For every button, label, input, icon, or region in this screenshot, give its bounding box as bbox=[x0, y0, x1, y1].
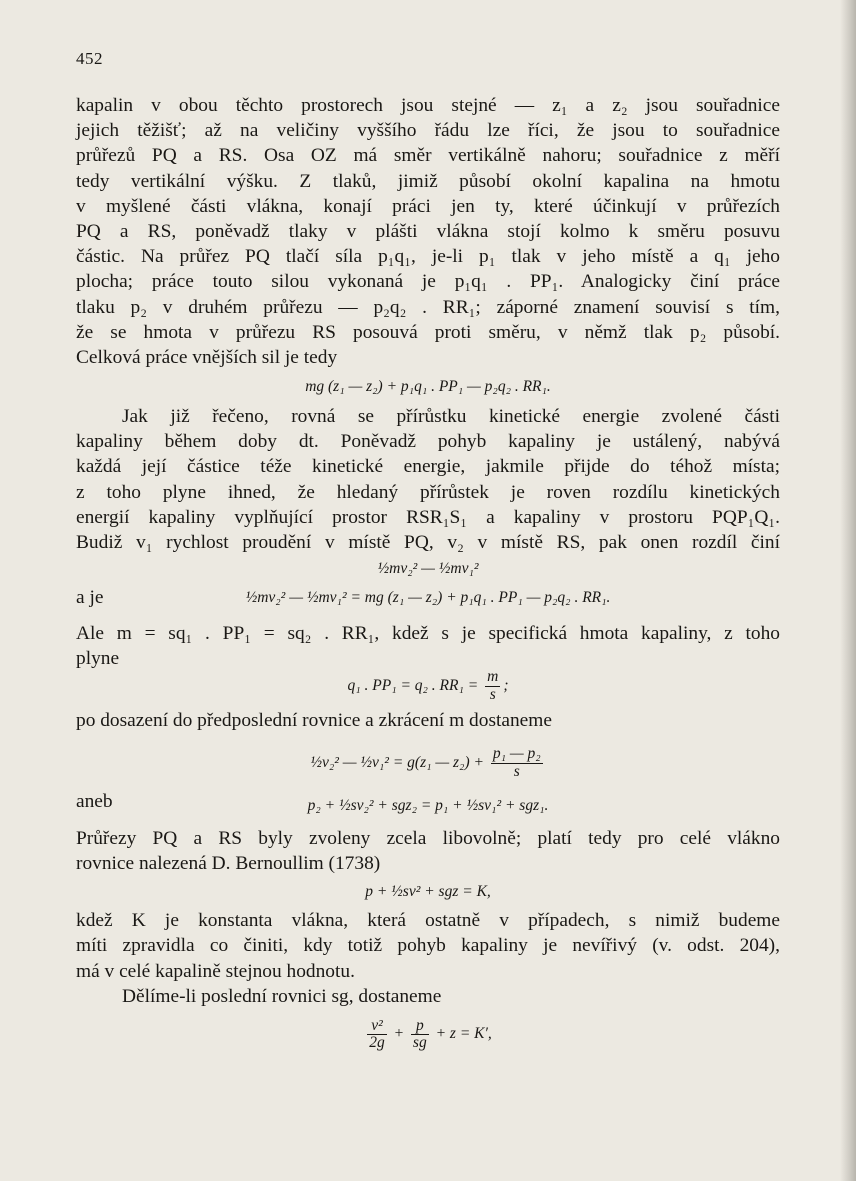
paragraph-bernoulli bbox=[76, 826, 780, 876]
text-line: Průřezy PQ a RS byly zvoleny zcela libovolně; platí tedy pro celé vlákno bbox=[76, 827, 780, 849]
text-line: z toho plyne ihned, že hledaný přírůstek je roven rozdílu kinetických bbox=[76, 481, 780, 503]
equation-energy-balance: ½mv₂² — ½mv₁² = mg (z₁ — z₂) + p₁q₁ . PP₁ — p₂q₂ . RR₁. bbox=[245, 589, 611, 607]
text-line: PQ a RS, poněvadž tlaky v plášti vlákna stojí kolmo k směru posuvu bbox=[76, 220, 780, 242]
text-line: míti zpravidla co činiti, kdy totiž pohyb kapaliny je nevířivý (v. odst. 204), bbox=[76, 935, 780, 957]
fraction-denominator: sg bbox=[412, 1033, 427, 1051]
fraction-numerator: v² bbox=[367, 1018, 387, 1035]
text-line: kapalin v obou těchto prostorech jsou stejné — z₁ a z₂ jsou souřadnice bbox=[76, 95, 780, 116]
text-line: tedy vertikální výšku. Z tlaků, jimiž působí okolní kapalina na hmotu bbox=[76, 170, 780, 192]
equation-mass-ratio-end: ; bbox=[503, 676, 509, 694]
text-line: kdež K je konstanta vlákna, která ostatně v případech, s nimiž budeme bbox=[76, 910, 780, 932]
text-line: energií kapaliny vyplňující prostor RSR₁S₁ a kapaliny v prostoru PQP₁Q₁. bbox=[76, 506, 780, 528]
text-line: po dosazení do předposlední rovnice a zkrácení m dostaneme bbox=[76, 709, 552, 731]
equation-head-form bbox=[76, 1009, 780, 1059]
equation-row-a-je bbox=[76, 583, 780, 613]
fraction-denominator: s bbox=[489, 685, 496, 703]
fraction-denominator: s bbox=[513, 762, 520, 780]
paragraph-constant bbox=[76, 908, 780, 984]
equation-mass-ratio-left: q₁ . PP₁ = q₂ . RR₁ = bbox=[347, 676, 479, 694]
fraction-pressure-head bbox=[411, 1018, 429, 1052]
text-line: částic. Na průřez PQ tlačí síla p₁q₁, je-li p₁ tlak v jeho místě a q₁ jeho bbox=[76, 246, 780, 268]
fraction-m-over-s bbox=[485, 669, 500, 703]
text-line: plyne bbox=[76, 648, 120, 670]
equation-row-aneb bbox=[76, 787, 780, 817]
page-text bbox=[76, 93, 780, 1059]
text-line: průřezů PQ a RS. Osa OZ má směr vertikálně nahoru; souřadnice z měří bbox=[76, 145, 780, 167]
text-line: jejich těžišť; až na veličiny vyššího řádu lze říci, že jsou to souřadnice bbox=[76, 120, 780, 142]
aneb-label: aneb bbox=[76, 790, 113, 812]
fraction-numerator: p₁ — p₂ bbox=[492, 745, 541, 763]
text-line: že se hmota v průřezu RS posouvá proti směru, v němž tlak p₂ působí. bbox=[76, 321, 780, 343]
equation-work: mg (z₁ — z₂) + p₁q₁ . PP₁ — p₂q₂ . RR₁. bbox=[305, 378, 551, 396]
page-edge-shadow bbox=[840, 0, 856, 1181]
equation-bernoulli: p + ½sv² + sgz = K, bbox=[365, 883, 491, 901]
text-line: Budiž v₁ rychlost proudění v místě PQ, v₂ v místě RS, pak onen rozdíl činí bbox=[76, 532, 780, 553]
page-number: 452 bbox=[76, 49, 103, 68]
equation-head-form-end: + z = K′, bbox=[435, 1024, 492, 1042]
text-line: Jak již řečeno, rovná se přírůstku kinetické energie zvolené části bbox=[122, 406, 780, 428]
paragraph-mass bbox=[76, 621, 780, 671]
text-line: plocha; práce touto silou vykonaná je p₁q₁ . PP₁. Analogicky činí práce bbox=[76, 271, 780, 293]
equation-velocity-head-left: ½v₂² — ½v₁² = g(z₁ — z₂) + bbox=[310, 753, 484, 771]
fraction-numerator: p bbox=[411, 1018, 429, 1035]
text-line: tlaku p₂ v druhém průřezu — p₂q₂ . RR₁; záporné znamení souvisí s tím, bbox=[76, 296, 780, 318]
equation-bernoulli-pair: p₂ + ½sv₂² + sgz₂ = p₁ + ½sv₁² + sgz₁. bbox=[307, 796, 549, 814]
text-line: má v celé kapalině stejnou hodnotu. bbox=[76, 960, 355, 982]
plus-sign: + bbox=[393, 1024, 405, 1042]
equation-mass-ratio bbox=[76, 666, 780, 706]
text-line: každá její částice téže kinetické energie, jakmile přijde do téhož místa; bbox=[76, 456, 780, 478]
paragraph-kinetic bbox=[76, 93, 780, 370]
fraction-denominator: 2g bbox=[369, 1033, 385, 1051]
text-line: v myšlené části vlákna, konají práci jen ty, které účinkují v průřezích bbox=[76, 195, 780, 217]
a-je-label: a je bbox=[76, 587, 104, 609]
fraction-pressure-difference bbox=[491, 746, 543, 780]
equation-velocity-head bbox=[76, 739, 780, 787]
text-line bbox=[76, 851, 780, 876]
bernoulli-line: rovnice nalezená D. Bernoullim (1738) bbox=[76, 852, 381, 874]
text-line: Ale m = sq₁ . PP₁ = sq₂ . RR₁, kdež s je specifická hmota kapaliny, z toho bbox=[76, 623, 780, 645]
text-line: kapaliny během doby dt. Poněvadž pohyb kapaliny je ustálený, nabývá bbox=[76, 431, 780, 453]
text-line: Celková práce vnějších sil je tedy bbox=[76, 346, 338, 368]
paragraph-energy bbox=[76, 404, 780, 555]
fraction-velocity-head bbox=[367, 1018, 387, 1052]
fraction-numerator: m bbox=[487, 668, 499, 686]
equation-kinetic-difference: ½mv₂² — ½mv₁² bbox=[377, 560, 479, 578]
text-line: Dělíme-li poslední rovnici sg, dostaneme bbox=[122, 985, 442, 1007]
